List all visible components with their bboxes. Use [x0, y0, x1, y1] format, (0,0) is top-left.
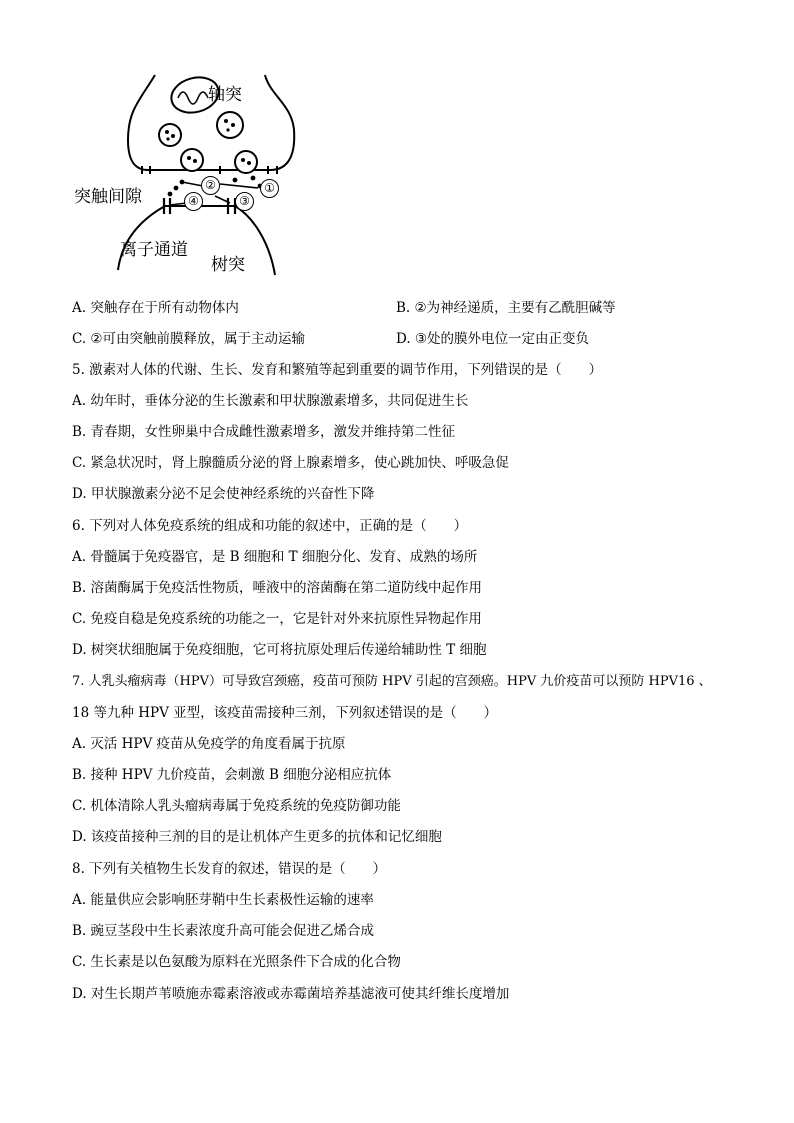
q7-option-d[interactable]: D. 该疫苗接种三剂的目的是让机体产生更多的抗体和记忆细胞	[72, 829, 442, 845]
q5-option-d[interactable]: D. 甲状腺激素分泌不足会使神经系统的兴奋性下降	[72, 486, 375, 502]
axon-label: 轴突	[208, 85, 242, 105]
q5-option-c[interactable]: C. 紧急状况时，肾上腺髓质分泌的肾上腺素增多，使心跳加快、呼吸急促	[72, 455, 509, 471]
q5-stem: 5. 激素对人体的代谢、生长、发育和繁殖等起到重要的调节作用，下列错误的是（ ）	[72, 362, 603, 378]
q6-stem: 6. 下列对人体免疫系统的组成和功能的叙述中，正确的是（ ）	[72, 518, 468, 534]
marker-1: ①	[260, 179, 279, 198]
q7-stem-line-2: 18 等九种 HPV 亚型，该疫苗需接种三剂，下列叙述错误的是（ ）	[72, 705, 498, 721]
marker-2: ②	[201, 176, 220, 195]
q6-option-d[interactable]: D. 树突状细胞属于免疫细胞，它可将抗原处理后传递给辅助性 T 细胞	[72, 642, 487, 658]
q6-option-b[interactable]: B. 溶菌酶属于免疫活性物质，唾液中的溶菌酶在第二道防线中起作用	[72, 580, 483, 596]
q4-option-b[interactable]: B. ②为神经递质，主要有乙酰胆碱等	[396, 300, 616, 316]
dendrite-label: 树突	[211, 255, 245, 275]
q8-option-a[interactable]: A. 能量供应会影响胚芽鞘中生长素极性运输的速率	[72, 892, 374, 908]
q4-option-c[interactable]: C. ②可由突触前膜释放，属于主动运输	[72, 331, 306, 347]
synapse-diagram	[70, 70, 300, 278]
q8-option-b[interactable]: B. 豌豆茎段中生长素浓度升高可能会促进乙烯合成	[72, 923, 375, 939]
q6-option-a[interactable]: A. 骨髓属于免疫器官，是 B 细胞和 T 细胞分化、发育、成熟的场所	[72, 549, 478, 565]
ion-channel-label: 离子通道	[120, 240, 188, 260]
q4-option-a[interactable]: A. 突触存在于所有动物体内	[72, 300, 239, 316]
q8-option-c[interactable]: C. 生长素是以色氨酸为原料在光照条件下合成的化合物	[72, 954, 401, 970]
q5-option-b[interactable]: B. 青春期，女性卵巢中合成雌性激素增多，激发并维持第二性征	[72, 424, 456, 440]
marker-3: ③	[235, 192, 254, 211]
q4-option-d[interactable]: D. ③处的膜外电位一定由正变负	[396, 331, 590, 347]
q6-option-c[interactable]: C. 免疫自稳是免疫系统的功能之一，它是针对外来抗原性异物起作用	[72, 611, 482, 627]
q5-option-a[interactable]: A. 幼年时，垂体分泌的生长激素和甲状腺激素增多，共同促进生长	[72, 393, 469, 409]
q7-stem-line-1: 7. 人乳头瘤病毒（HPV）可导致宫颈癌，疫苗可预防 HPV 引起的宫颈癌。HPV 九价疫苗可以预防 HPV16 、	[72, 674, 712, 689]
marker-4: ④	[184, 192, 203, 211]
q7-option-a[interactable]: A. 灭活 HPV 疫苗从免疫学的角度看属于抗原	[72, 736, 346, 752]
synaptic-cleft-label: 突触间隙	[74, 187, 142, 207]
q8-option-d[interactable]: D. 对生长期芦苇喷施赤霉素溶液或赤霉菌培养基滤液可使其纤维长度增加	[72, 986, 510, 1002]
q8-stem: 8. 下列有关植物生长发育的叙述，错误的是（ ）	[72, 861, 387, 877]
q7-option-b[interactable]: B. 接种 HPV 九价疫苗，会刺激 B 细胞分泌相应抗体	[72, 767, 392, 783]
q7-option-c[interactable]: C. 机体清除人乳头瘤病毒属于免疫系统的免疫防御功能	[72, 798, 401, 814]
